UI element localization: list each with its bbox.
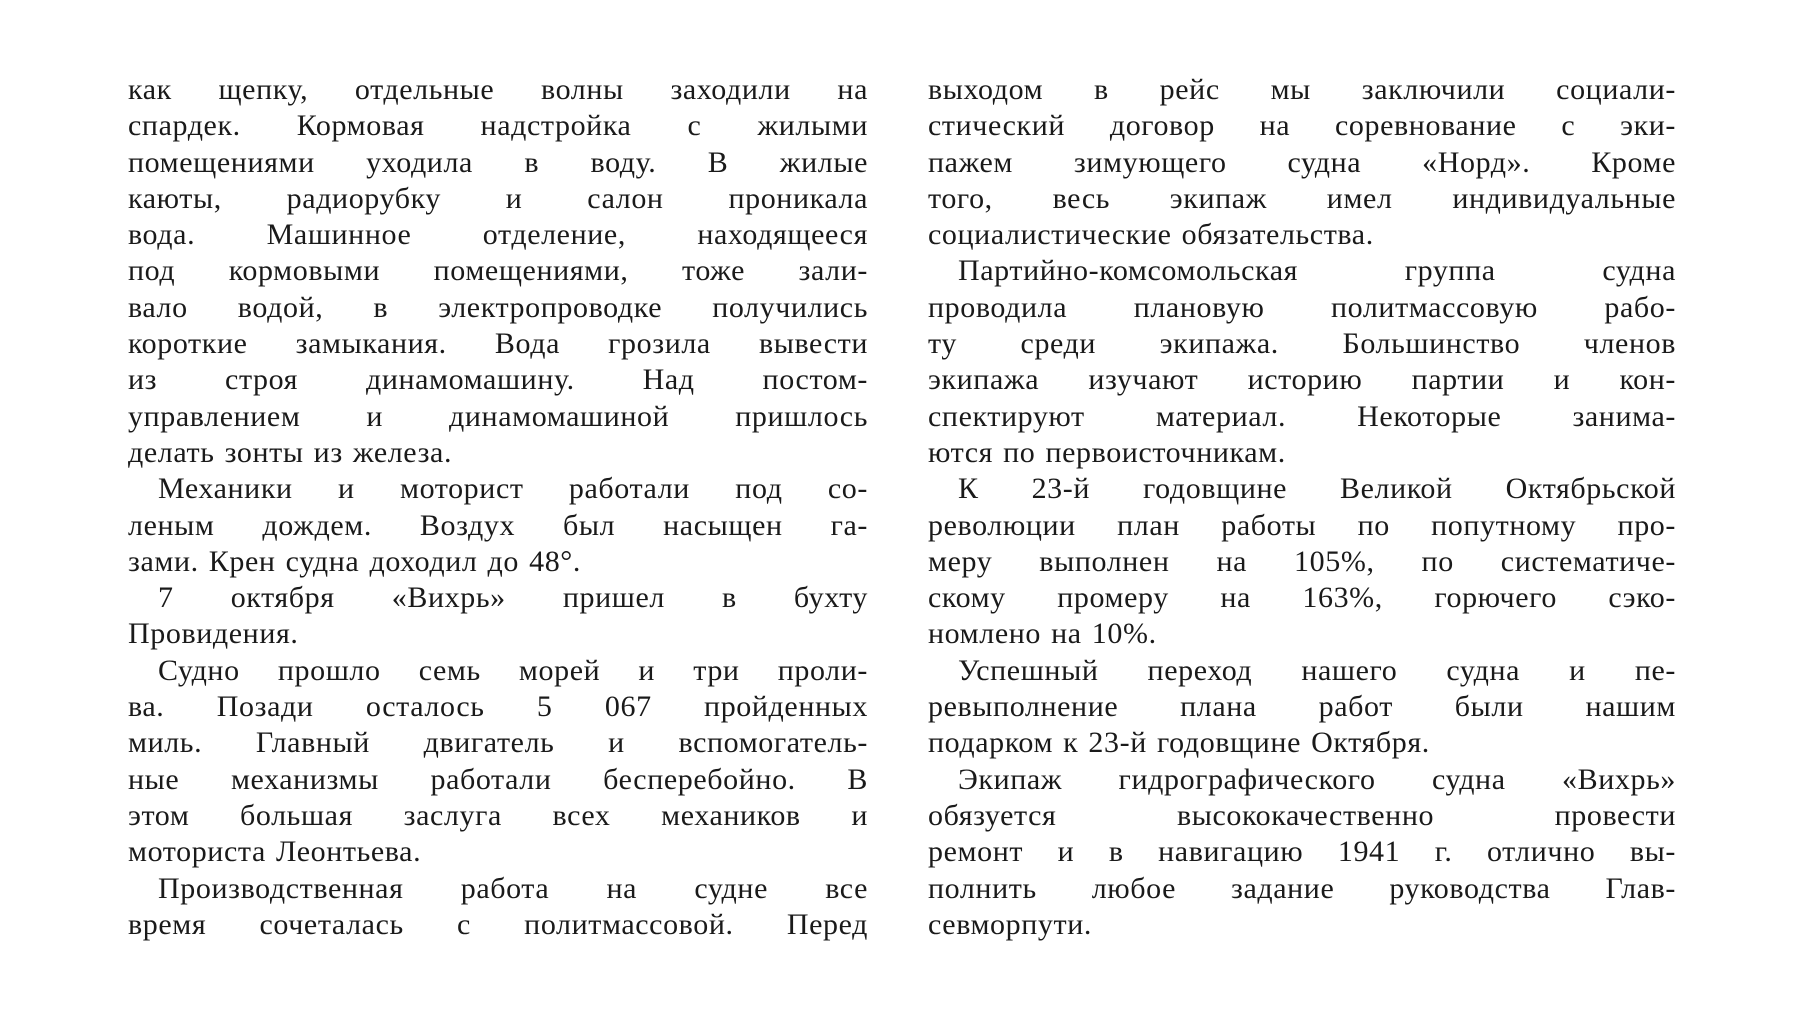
right-column-text-line: пажем зимующего судна «Норд». Кроме bbox=[928, 145, 1676, 179]
right-column-text-line: выходом в рейс мы заключили социали- bbox=[928, 73, 1676, 106]
left-column-text-line: зами. Крен судна доходил до 48°. bbox=[128, 544, 582, 578]
left-column-text-line: Механики и моторист работали под со- bbox=[158, 472, 868, 506]
left-column-text-line: короткие замыкания. Вода грозила вывести bbox=[128, 327, 868, 361]
right-column-text-line: обязуется высококачественно провести bbox=[928, 798, 1676, 832]
right-column-text-line: полнить любое задание руководства Глав- bbox=[928, 871, 1676, 905]
right-column-text-line: проводила плановую политмассовую рабо- bbox=[928, 290, 1676, 324]
right-column-text-line: социалистические обязательства. bbox=[928, 218, 1374, 252]
right-column-text-line: стический договор на соревнование с эки- bbox=[928, 109, 1676, 143]
left-column-text-line: Судно прошло семь морей и три проли- bbox=[158, 653, 868, 687]
right-column-text-line: подарком к 23-й годовщине Октября. bbox=[928, 726, 1430, 760]
left-column-text-line: ные механизмы работали бесперебойно. В bbox=[128, 762, 868, 796]
right-column-text-line: ту среди экипажа. Большинство членов bbox=[928, 327, 1676, 361]
left-column-text-line: помещениями уходила в воду. В жилые bbox=[128, 145, 868, 179]
left-column-text-line: как щепку, отдельные волны заходили на bbox=[128, 73, 868, 106]
left-column-text-line: из строя динамомашину. Над постом- bbox=[128, 363, 868, 397]
left-column-text-line: под кормовыми помещениями, тоже зали- bbox=[128, 254, 868, 288]
left-column-text-line: Провидения. bbox=[128, 617, 299, 651]
right-column-text-line: номлено на 10%. bbox=[928, 617, 1157, 651]
left-column-text-line: вода. Машинное отделение, находящееся bbox=[128, 218, 868, 252]
right-column-text-line: меру выполнен на 105%, по систематиче- bbox=[928, 544, 1676, 578]
right-column-text-line: того, весь экипаж имел индивидуальные bbox=[928, 181, 1676, 215]
right-column-text-line: ремонт и в навигацию 1941 г. отлично вы- bbox=[928, 835, 1676, 869]
right-column-text-line: революции план работы по попутному про- bbox=[928, 508, 1676, 542]
left-column-text-line: каюты, радиорубку и салон проникала bbox=[128, 181, 868, 215]
right-column-text-line: ются по первоисточникам. bbox=[928, 435, 1286, 469]
left-column-text-line: этом большая заслуга всех механиков и bbox=[128, 798, 868, 832]
left-column-text-line: ва. Позади осталось 5 067 пройденных bbox=[128, 690, 868, 724]
left-column-text-line: спардек. Кормовая надстройка с жилыми bbox=[128, 109, 868, 143]
left-column-text-line: миль. Главный двигатель и вспомогатель- bbox=[128, 726, 868, 760]
left-column-text-line: моториста Леонтьева. bbox=[128, 835, 422, 869]
right-column-text-line: К 23-й годовщине Великой Октябрьской bbox=[958, 472, 1676, 506]
left-column-text-line: Производственная работа на судне все bbox=[158, 871, 868, 905]
right-column-text-line: Успешный переход нашего судна и пе- bbox=[958, 653, 1676, 687]
right-column-text-line: экипажа изучают историю партии и кон- bbox=[928, 363, 1676, 397]
right-column-text-line: Партийно-комсомольская группа судна bbox=[958, 254, 1676, 288]
left-column-text-line: управлением и динамомашиной пришлось bbox=[128, 399, 868, 433]
left-column-text-line: леным дождем. Воздух был насыщен га- bbox=[128, 508, 868, 542]
right-column-text-line: севморпути. bbox=[928, 907, 1092, 941]
left-column-text-line: 7 октября «Вихрь» пришел в бухту bbox=[158, 581, 868, 615]
right-column-text-line: скому промеру на 163%, горючего сэко- bbox=[928, 581, 1676, 615]
right-column-text-line: спектируют материал. Некоторые занима- bbox=[928, 399, 1676, 433]
right-column-text-line: ревыполнение плана работ были нашим bbox=[928, 690, 1676, 724]
right-column-text-line: Экипаж гидрографического судна «Вихрь» bbox=[958, 762, 1676, 796]
left-column-text-line: делать зонты из железа. bbox=[128, 435, 453, 469]
left-column-text-line: вало водой, в электропроводке получились bbox=[128, 290, 868, 324]
left-column-text-line: время сочеталась с политмассовой. Перед bbox=[128, 907, 868, 941]
left-text-column bbox=[128, 72, 868, 943]
right-text-column bbox=[928, 72, 1676, 943]
